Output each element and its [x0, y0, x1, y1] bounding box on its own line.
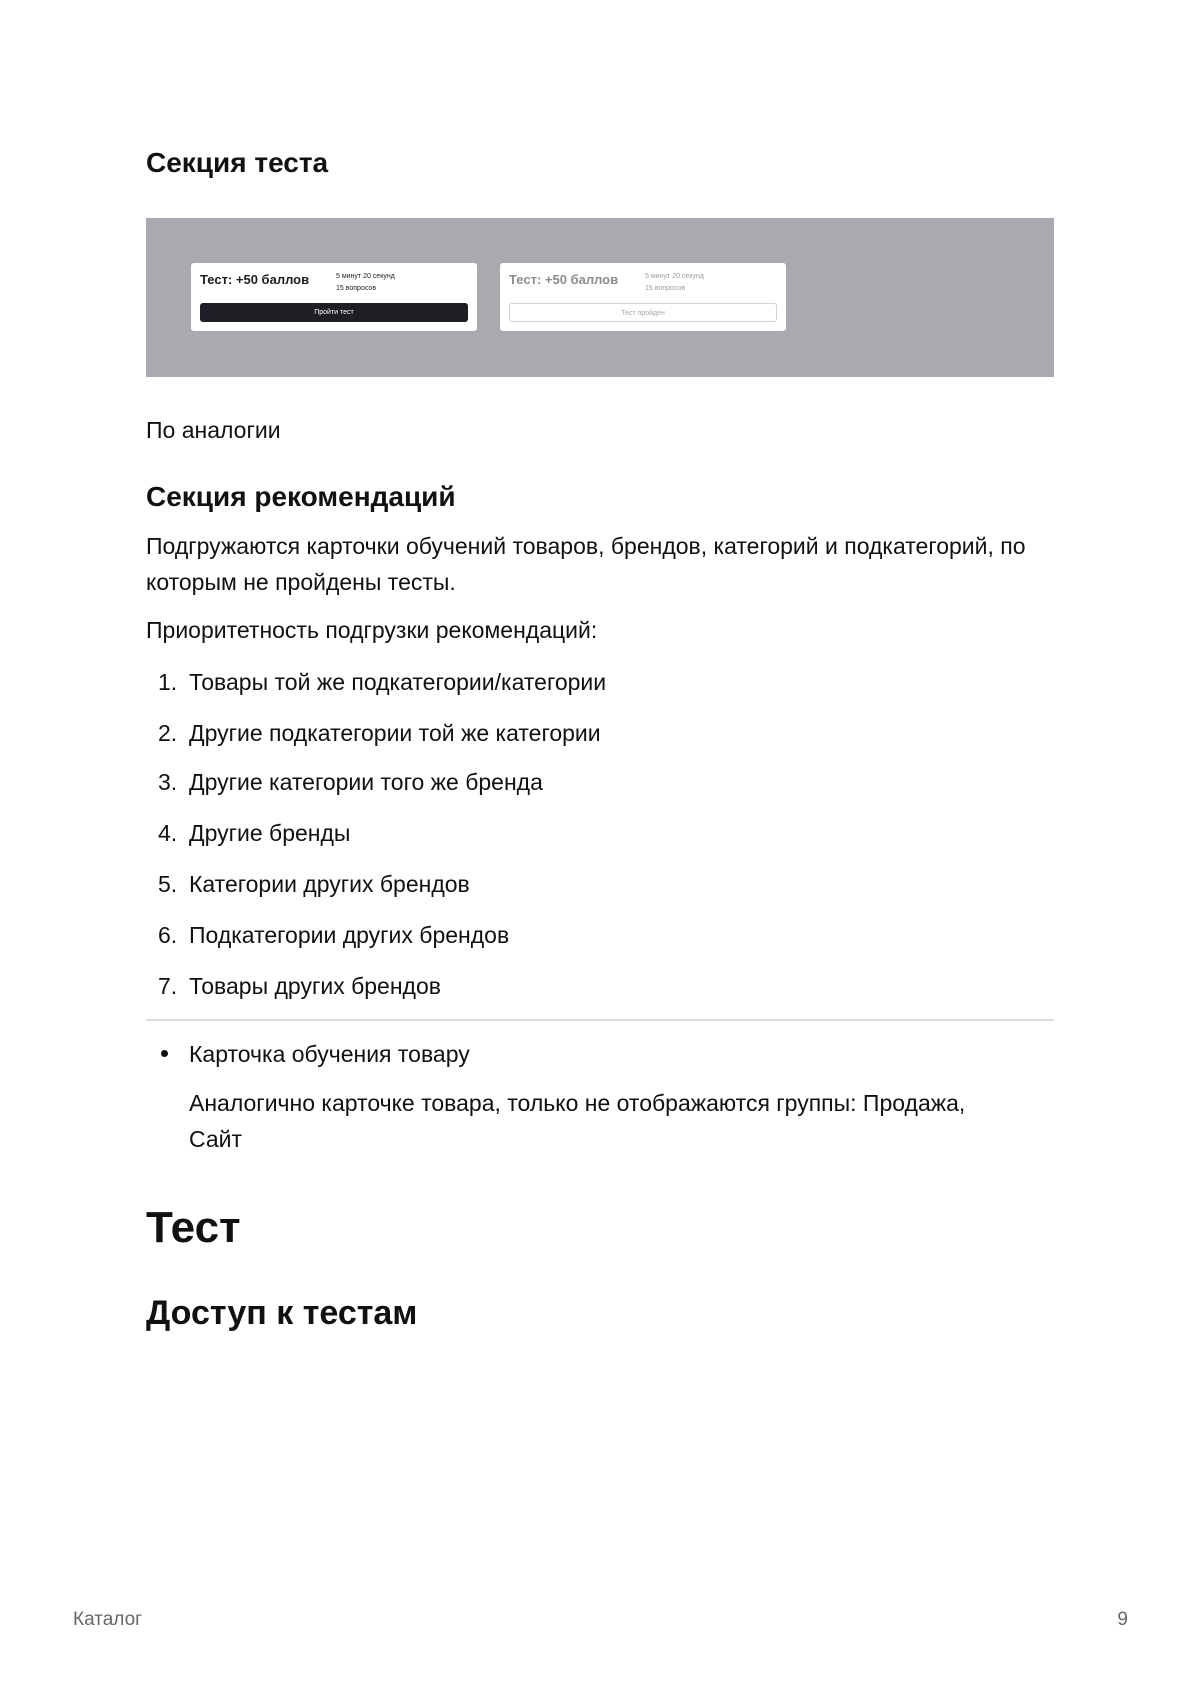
take-test-button[interactable]: Пройти тест: [200, 303, 468, 322]
test-card-meta: [645, 271, 704, 295]
test-access-heading: Доступ к тестам: [146, 1294, 418, 1332]
test-card-duration: 5 минут 20 секунд: [336, 273, 395, 280]
test-card-title: Тест: +50 баллов: [200, 272, 310, 287]
footer-document-title: Каталог: [73, 1609, 143, 1630]
analogy-text: По аналогии: [146, 417, 281, 443]
list-number: 4.: [158, 820, 178, 846]
footer-page-number: 9: [1117, 1609, 1128, 1630]
list-item-text: Другие категории того же бренда: [189, 769, 543, 795]
list-number: 2.: [158, 720, 178, 746]
test-card-meta: [336, 271, 395, 295]
list-number: 1.: [158, 669, 178, 695]
priority-heading: Приоритетность подгрузки рекомендаций:: [146, 617, 598, 643]
section-divider: [146, 1019, 1054, 1021]
test-card-active: [191, 263, 477, 331]
list-item-text: Товары других брендов: [189, 973, 441, 999]
test-card-questions: 15 вопросов: [336, 285, 377, 292]
test-section-figure: [146, 218, 1054, 377]
list-item-text: Другие бренды: [189, 820, 351, 846]
list-number: 7.: [158, 973, 178, 999]
list-number: 5.: [158, 871, 178, 897]
bullet-item-text: Карточка обучения товару: [189, 1041, 470, 1067]
list-number: 6.: [158, 922, 178, 948]
test-card-completed: [500, 263, 786, 331]
test-section-heading: Секция теста: [146, 147, 329, 178]
list-item-text: Категории других брендов: [189, 871, 470, 897]
test-card-duration: 5 минут 20 секунд: [645, 273, 704, 280]
recommendations-paragraph: Подгружаются карточки обучений товаров, брендов, категорий и подкатегорий, по которым не пройдены тесты.: [146, 533, 1026, 595]
bullet-item-description: Аналогично карточке товара, только не отображаются группы: Продажа, Сайт: [189, 1090, 966, 1152]
test-card-title: Тест: +50 баллов: [509, 272, 619, 287]
test-card-questions: 15 вопросов: [645, 285, 686, 292]
test-heading: Тест: [146, 1203, 241, 1252]
test-passed-button: Тест пройден: [509, 303, 777, 322]
list-number: 3.: [158, 769, 178, 795]
recommendations-heading: Секция рекомендаций: [146, 481, 456, 512]
list-item-text: Подкатегории других брендов: [189, 922, 510, 948]
bullet-dot: [161, 1050, 168, 1057]
list-item-text: Другие подкатегории той же категории: [189, 720, 601, 746]
list-item-text: Товары той же подкатегории/категории: [189, 669, 607, 695]
